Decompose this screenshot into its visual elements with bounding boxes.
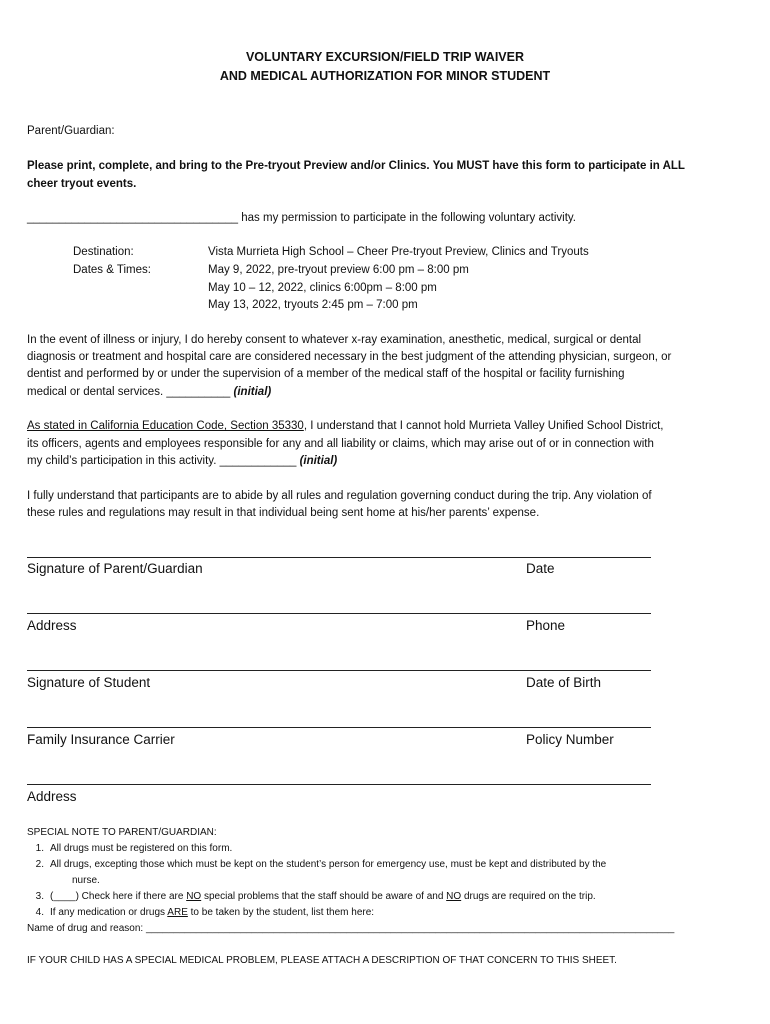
instructions-line2: cheer tryout events. — [27, 178, 137, 190]
consent-initial-label: (initial) — [233, 386, 272, 398]
destination-label: Destination: — [73, 246, 134, 258]
note-item-2-cont: nurse. — [72, 875, 100, 886]
note-number-4: 4. — [35, 907, 44, 918]
second-address-label: Address — [27, 789, 77, 804]
consent-line4 — [27, 384, 271, 401]
destination-value: Vista Murrieta High School – Cheer Pre-tryout Preview, Clinics and Tryouts — [208, 246, 589, 258]
education-code-citation: As stated in California Education Code, Section 35330 — [27, 420, 304, 432]
permission-statement — [27, 210, 576, 227]
parent-signature-line[interactable] — [27, 557, 651, 558]
consent-line3: dentist and performed by or under the supervision of a member of the medical staff of the hospital or facility furnishing — [27, 368, 625, 380]
date-clinics: May 10 – 12, 2022, clinics 6:00pm – 8:00 pm — [208, 282, 437, 294]
note-item-2 — [30, 857, 606, 873]
address-label: Address — [27, 618, 77, 633]
no-problems-checkbox[interactable]: (____) Check here if there are — [50, 891, 184, 902]
insurance-carrier-label: Family Insurance Carrier — [27, 732, 175, 747]
consent-line2: diagnosis or treatment and hospital care are considered necessary in the best judgment of the attending physician, surgeon, or — [27, 351, 672, 363]
insurance-line[interactable] — [27, 727, 651, 728]
date-preview: May 9, 2022, pre-tryout preview 6:00 pm – 8:00 pm — [208, 264, 469, 276]
drug-reason-blank[interactable]: _______________________________________________________________________________________________ — [145, 923, 675, 934]
form-title-line2: AND MEDICAL AUTHORIZATION FOR MINOR STUDENT — [219, 69, 551, 83]
drug-reason-label: Name of drug and reason: — [27, 923, 144, 934]
permission-text: has my permission to participate in the following voluntary activity. — [241, 212, 576, 224]
rules-line2: these rules and regulations may result in that individual being sent home at his/her parents’ expense. — [27, 507, 540, 519]
address-line[interactable] — [27, 613, 651, 614]
note-item-4 — [30, 905, 374, 921]
rules-line1: I fully understand that participants are to abide by all rules and regulation governing conduct during the trip. Any violation of — [27, 490, 652, 502]
second-address-line[interactable] — [27, 784, 651, 785]
code-line3 — [27, 453, 337, 470]
date-tryouts: May 13, 2022, tryouts 2:45 pm – 7:00 pm — [208, 299, 418, 311]
note-number-1: 1. — [35, 843, 44, 854]
parent-signature-label: Signature of Parent/Guardian — [27, 561, 203, 576]
code-line3-text: my child’s participation in this activity. — [27, 455, 217, 467]
student-name-blank[interactable]: _________________________________ — [27, 212, 239, 224]
student-signature-line[interactable] — [27, 670, 651, 671]
student-signature-label: Signature of Student — [27, 675, 151, 690]
dates-label: Dates & Times: — [73, 264, 151, 276]
note-item-4-pre: If any medication or drugs — [50, 907, 166, 918]
code-initial-blank[interactable]: ____________ — [219, 455, 297, 467]
note-item-3 — [30, 889, 596, 905]
code-line1-rest: , I understand that I cannot hold Murrieta Valley Unified School District, — [303, 420, 664, 432]
code-initial-label: (initial) — [299, 455, 338, 467]
consent-line4-text: medical or dental services. — [27, 386, 164, 398]
note-item-2-text: All drugs, excepting those which must be kept on the student’s person for emergency use, must be kept and distributed by the — [50, 859, 607, 870]
instructions-line1: Please print, complete, and bring to the Pre-tryout Preview and/or Clinics. You MUST have this form to participate in ALL — [27, 160, 685, 172]
parent-guardian-label: Parent/Guardian: — [27, 125, 115, 137]
note-item-1 — [30, 841, 232, 857]
note-item-3-post: drugs are required on the trip. — [463, 891, 596, 902]
note-item-3-no2: NO — [446, 891, 462, 902]
consent-line1: In the event of illness or injury, I do hereby consent to whatever x-ray examination, anesthetic, medical, surgical or dental — [27, 334, 642, 346]
policy-number-label: Policy Number — [526, 732, 614, 747]
phone-label: Phone — [526, 618, 566, 633]
note-number-3: 3. — [35, 891, 44, 902]
special-note-heading: SPECIAL NOTE TO PARENT/GUARDIAN: — [27, 827, 217, 838]
date-of-birth-label: Date of Birth — [526, 675, 602, 690]
note-item-3-mid: special problems that the staff should be aware of and — [203, 891, 444, 902]
code-line2: its officers, agents and employees responsible for any and all liability or claims, which may arise out of or in connection with — [27, 438, 654, 450]
note-item-4-are: ARE — [167, 907, 188, 918]
form-title-line1: VOLUNTARY EXCURSION/FIELD TRIP WAIVER — [245, 50, 525, 64]
consent-initial-blank[interactable]: __________ — [166, 386, 231, 398]
footer-note: IF YOUR CHILD HAS A SPECIAL MEDICAL PROBLEM, PLEASE ATTACH A DESCRIPTION OF THAT CONCERN TO THIS SHEET. — [27, 955, 617, 966]
note-item-3-no1: NO — [186, 891, 202, 902]
note-item-4-post: to be taken by the student, list them here: — [190, 907, 375, 918]
code-line1 — [27, 418, 664, 435]
drug-reason-row — [27, 921, 674, 937]
date-label: Date — [526, 561, 555, 576]
note-number-2: 2. — [35, 859, 44, 870]
note-item-1-text: All drugs must be registered on this form. — [50, 843, 233, 854]
